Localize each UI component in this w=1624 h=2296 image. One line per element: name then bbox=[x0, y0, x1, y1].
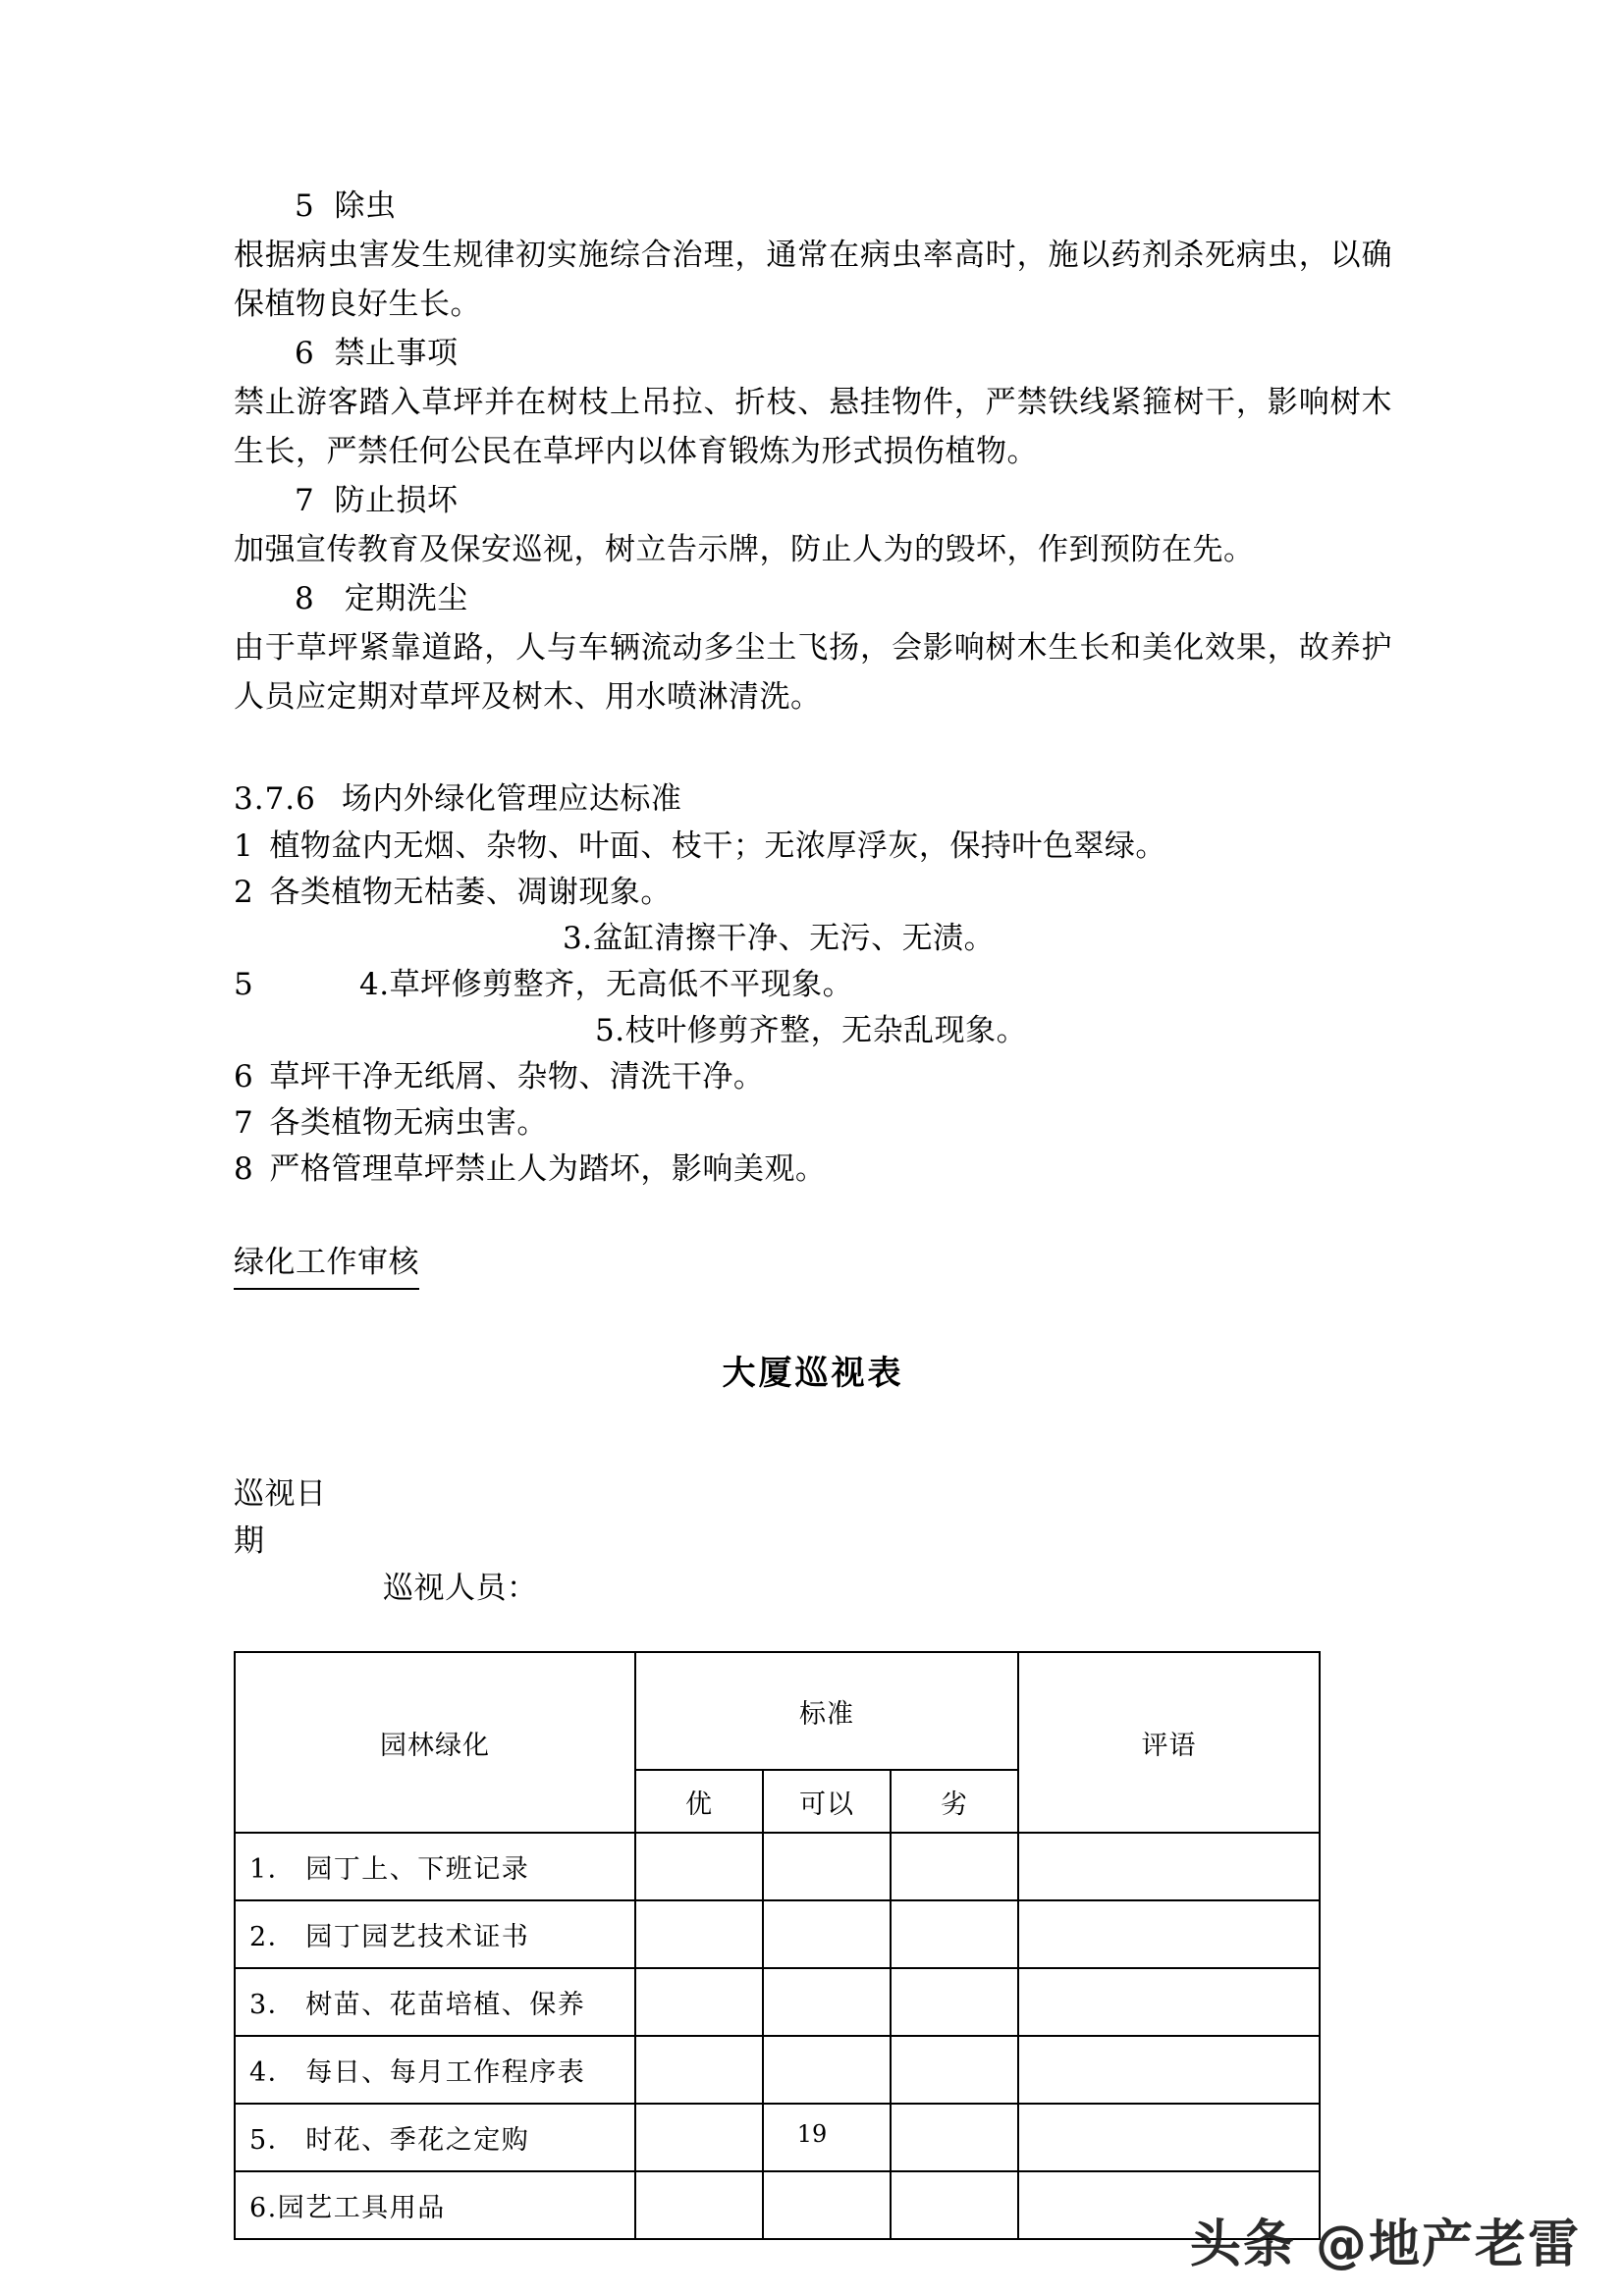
row-cell-bad[interactable] bbox=[891, 1900, 1018, 1968]
table-row bbox=[235, 2171, 1320, 2239]
row-cell-remark[interactable] bbox=[1018, 1968, 1320, 2036]
standard-line-4-text: 4.草坪修剪整齐，无高低不平现象。 bbox=[359, 967, 854, 1002]
row-cell-ok[interactable] bbox=[763, 2171, 891, 2239]
standard-line-7 bbox=[234, 1100, 1392, 1147]
standard-line-8-number: 8 bbox=[234, 1151, 254, 1187]
heading-item-8-title: 定期洗尘 bbox=[344, 581, 468, 616]
row-label: 2． 园丁园艺技术证书 bbox=[235, 1900, 635, 1968]
row-cell-good[interactable] bbox=[635, 2036, 763, 2104]
standard-line-5-marker: 5 bbox=[234, 967, 254, 1002]
standard-line-7-text: 各类植物无病虫害。 bbox=[269, 1105, 548, 1141]
table-row bbox=[235, 1833, 1320, 1900]
heading-item-5 bbox=[234, 182, 1392, 231]
inspection-date-label-line2: 期 bbox=[234, 1523, 265, 1559]
review-label: 绿化工作审核 bbox=[234, 1238, 419, 1290]
header-rating-bad: 劣 bbox=[891, 1770, 1018, 1833]
standard-line-4 bbox=[234, 962, 1392, 1008]
heading-item-7-title: 防止损坏 bbox=[334, 483, 459, 518]
spacer bbox=[234, 1290, 1392, 1349]
paragraph-8-body: 由于草坪紧靠道路，人与车辆流动多尘土飞扬，会影响树木生长和美化效果，故养护人员应定期对草坪及树木、用水喷淋清洗。 bbox=[234, 630, 1392, 715]
row-label: 3． 树苗、花苗培植、保养 bbox=[235, 1968, 635, 2036]
row-cell-ok[interactable] bbox=[763, 2036, 891, 2104]
standard-line-6 bbox=[234, 1054, 1392, 1100]
section-title-text: 场内外绿化管理应达标准 bbox=[341, 781, 682, 817]
row-cell-remark[interactable] bbox=[1018, 1900, 1320, 1968]
row-cell-good[interactable] bbox=[635, 2171, 763, 2239]
row-cell-good[interactable] bbox=[635, 1968, 763, 2036]
row-cell-ok[interactable] bbox=[763, 1968, 891, 2036]
heading-item-8-number: 8 bbox=[295, 581, 314, 616]
standard-line-8 bbox=[234, 1147, 1392, 1193]
standard-line-3 bbox=[234, 916, 1392, 962]
heading-item-5-title: 除虫 bbox=[334, 188, 397, 224]
standard-line-6-number: 6 bbox=[234, 1059, 254, 1095]
heading-item-6 bbox=[234, 329, 1392, 378]
row-cell-good[interactable] bbox=[635, 1900, 763, 1968]
row-cell-ok[interactable] bbox=[763, 1833, 891, 1900]
heading-item-8 bbox=[234, 574, 1392, 623]
standard-line-1-text: 植物盆内无烟、杂物、叶面、枝干；无浓厚浮灰，保持叶色翠绿。 bbox=[269, 828, 1166, 864]
row-cell-bad[interactable] bbox=[891, 2171, 1018, 2239]
inspection-date-label-line1: 巡视日 bbox=[234, 1476, 327, 1512]
paragraph-5-body: 根据病虫害发生规律初实施综合治理，通常在病虫率高时，施以药剂杀死病虫，以确保植物良好生长。 bbox=[234, 238, 1392, 322]
heading-item-6-number: 6 bbox=[295, 336, 314, 371]
standard-line-2 bbox=[234, 870, 1392, 916]
table-row bbox=[235, 1900, 1320, 1968]
row-label: 6.园艺工具用品 bbox=[235, 2171, 635, 2239]
header-rating-good: 优 bbox=[635, 1770, 763, 1833]
header-standard-col: 标准 bbox=[635, 1652, 1018, 1770]
row-cell-bad[interactable] bbox=[891, 1833, 1018, 1900]
watermark: 头条 @地产老雷 bbox=[1189, 2216, 1581, 2274]
header-rating-ok: 可以 bbox=[763, 1770, 891, 1833]
standard-line-1-number: 1 bbox=[234, 828, 254, 864]
review-label-wrap bbox=[234, 1238, 1392, 1290]
visit-table bbox=[234, 1651, 1321, 2240]
spacer bbox=[234, 1612, 1392, 1651]
header-remark-col: 评语 bbox=[1018, 1652, 1320, 1833]
row-label: 1． 园丁上、下班记录 bbox=[235, 1833, 635, 1900]
row-cell-bad[interactable] bbox=[891, 2036, 1018, 2104]
spacer bbox=[234, 1193, 1392, 1238]
form-title: 大厦巡视表 bbox=[722, 1354, 904, 1393]
standard-line-8-text: 严格管理草坪禁止人为踏坏，影响美观。 bbox=[269, 1151, 827, 1187]
spacer bbox=[234, 721, 1392, 774]
row-label: 4． 每日、每月工作程序表 bbox=[235, 2036, 635, 2104]
heading-item-7-number: 7 bbox=[295, 483, 314, 518]
row-cell-bad[interactable] bbox=[891, 1968, 1018, 2036]
paragraph-6-body: 禁止游客踏入草坪并在树枝上吊拉、折枝、悬挂物件，严禁铁线紧箍树干，影响树木生长，严禁任何公民在草坪内以体育锻炼为形式损伤植物。 bbox=[234, 385, 1392, 469]
header-name-col: 园林绿化 bbox=[235, 1652, 635, 1833]
table-row bbox=[235, 1968, 1320, 2036]
visit-table-wrap bbox=[234, 1651, 1392, 2240]
section-heading-376 bbox=[234, 774, 1392, 824]
heading-item-5-number: 5 bbox=[295, 188, 314, 224]
spacer bbox=[234, 1398, 1392, 1470]
row-cell-good[interactable] bbox=[635, 1833, 763, 1900]
inspector-label: 巡视人员： bbox=[383, 1571, 538, 1606]
page-number: 19 bbox=[796, 2120, 828, 2148]
standard-line-5 bbox=[234, 1008, 1392, 1054]
standard-line-6-text: 草坪干净无纸屑、杂物、清洗干净。 bbox=[269, 1059, 765, 1095]
heading-item-6-title: 禁止事项 bbox=[334, 336, 459, 371]
section-number: 3.7.6 bbox=[234, 781, 316, 817]
standard-line-2-number: 2 bbox=[234, 875, 254, 910]
heading-item-7 bbox=[234, 476, 1392, 525]
standard-line-3-text: 3.盆缸清擦干净、无污、无渍。 bbox=[563, 921, 996, 956]
row-cell-remark[interactable] bbox=[1018, 1833, 1320, 1900]
table-header-row-top bbox=[235, 1652, 1320, 1770]
paragraph-7-body: 加强宣传教育及保安巡视，树立告示牌，防止人为的毁坏，作到预防在先。 bbox=[234, 532, 1255, 567]
standard-line-7-number: 7 bbox=[234, 1105, 254, 1141]
standard-line-1 bbox=[234, 824, 1392, 870]
page-content bbox=[234, 182, 1392, 2240]
row-cell-ok[interactable] bbox=[763, 1900, 891, 1968]
standard-line-2-text: 各类植物无枯萎、凋谢现象。 bbox=[269, 875, 672, 910]
table-row bbox=[235, 2036, 1320, 2104]
row-cell-remark[interactable] bbox=[1018, 2036, 1320, 2104]
standard-line-5-text: 5.枝叶修剪齐整，无杂乱现象。 bbox=[595, 1013, 1028, 1048]
row-label: 5． 时花、季花之定购 bbox=[235, 2104, 635, 2171]
